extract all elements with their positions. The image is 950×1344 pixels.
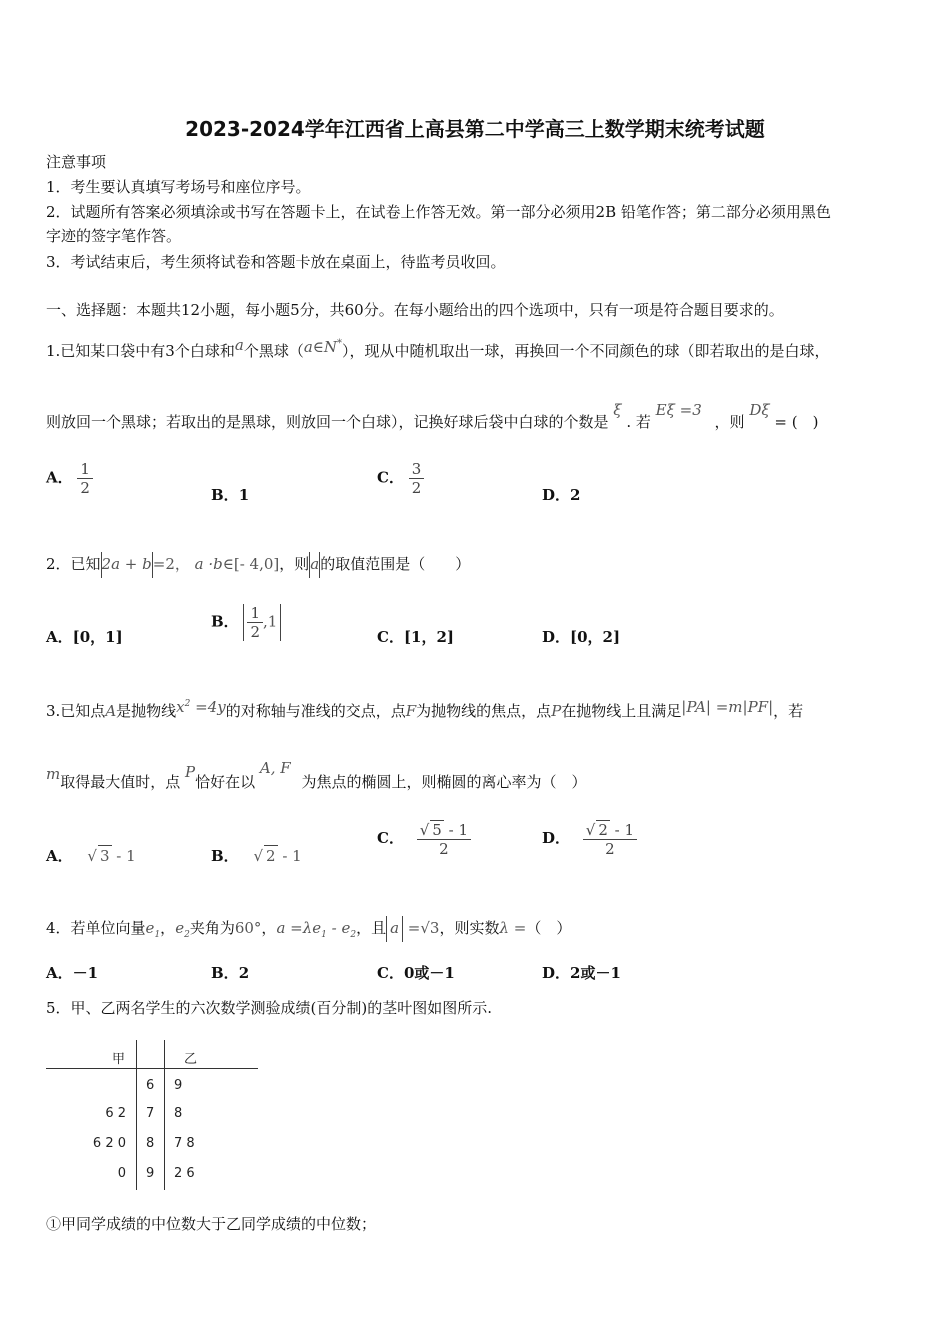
stem-leaf-row-2-stem: 7	[146, 1106, 155, 1121]
q2-option-d-label: D．	[542, 628, 571, 646]
q4-math-angle: 60°	[234, 919, 262, 937]
notice-item-1: 1．考生要认真填写考场号和座位序号。	[46, 178, 311, 196]
q2-option-d	[542, 627, 620, 647]
q2-b-fraction	[247, 604, 263, 641]
q1-option-c-fraction	[409, 460, 425, 497]
q1-option-a-label: A．	[46, 468, 73, 487]
q3-option-c-fraction	[417, 820, 471, 858]
q4-e2-sub: 2	[184, 930, 190, 940]
q2-option-b-label: B．	[211, 612, 239, 631]
q3-parabola-rhs: =4y	[190, 698, 226, 716]
q4-option-d-value: 2或－1	[570, 964, 621, 982]
question-1-line-2	[46, 401, 819, 432]
q3-text-7: 取得最大值时，点	[60, 773, 181, 791]
q1-option-a	[46, 460, 93, 497]
q2-text-2: ，则	[279, 555, 310, 573]
q3-text-5: 在抛物线上且满足	[561, 702, 682, 720]
q4-e1-sub: 1	[154, 930, 161, 940]
q2-math-interval: [- 4,0]	[233, 555, 280, 573]
q3-d-radicand: 2	[598, 821, 608, 839]
q3-text-4: 为抛物线的焦点，点	[416, 702, 552, 720]
q3-c-den: 2	[439, 840, 449, 858]
q3-parabola-x: x	[176, 698, 185, 716]
q3-math-p: P	[551, 702, 562, 720]
question-2	[46, 552, 470, 578]
q4-math-e1	[145, 919, 161, 940]
q2-b-num: 1	[247, 604, 263, 623]
q2-option-d-value: [0，2]	[570, 628, 621, 646]
q1-option-c-label: C．	[377, 468, 404, 487]
q3-c-radicand: 5	[432, 821, 442, 839]
page-title: 2023-2024学年江西省上高县第二中学高三上数学期末统考试题	[185, 117, 765, 141]
q3-option-c-label: C．	[377, 829, 404, 847]
q3-math-ratio: |PA| =m|PF|	[681, 698, 774, 716]
q3-d-numtail: - 1	[609, 821, 635, 839]
q2-math-dot: a ·b∈	[194, 555, 234, 573]
q2-math-a: a	[310, 555, 320, 573]
q4-option-b-value: 2	[238, 964, 250, 982]
notice-item-2-cont: 字迹的签字笔作答。	[46, 227, 182, 245]
stem-leaf-divider-left	[136, 1040, 137, 1190]
stem-leaf-row-4-right: 2 6	[174, 1166, 195, 1181]
q4-text-5: ，且	[356, 919, 387, 937]
q2-option-c-value: [1，2]	[403, 628, 455, 646]
q3-math-p2: P	[185, 763, 196, 781]
q4-text-7: （ ）	[526, 919, 572, 937]
q3-text-3: 的对称轴与准线的交点，点	[225, 702, 406, 720]
q4-math-e2	[175, 919, 190, 940]
q1-option-b-value: 1	[238, 486, 250, 504]
stem-leaf-header-left: 甲	[112, 1052, 126, 1067]
q3-a-radicand: 3	[99, 847, 110, 865]
q1-c-num: 3	[409, 460, 425, 479]
q1-option-b-label: B．	[211, 486, 239, 504]
q1-math-set-sup: *	[337, 338, 342, 349]
q3-c-num: √ 5 - 1	[417, 820, 471, 840]
q1-text-2: 个黑球（	[243, 342, 304, 360]
stem-leaf-row-4-left: 0	[117, 1166, 126, 1181]
stem-leaf-header-right: 乙	[184, 1052, 198, 1067]
q2-b-tail: ,1	[263, 612, 278, 631]
q4-option-a-label: A．	[46, 964, 73, 982]
q4-text-1: 4．若单位向量	[46, 919, 146, 937]
q3-math-m: m	[46, 765, 61, 783]
q1-text-7: = ( )	[774, 413, 819, 431]
q1-math-expectation: Eξ =3	[655, 401, 702, 419]
stem-leaf-row-1-stem: 6	[146, 1078, 155, 1093]
question-5: 5．甲、乙两名学生的六次数学测验成绩(百分制)的茎叶图如图所示.	[46, 999, 493, 1017]
q4-math-a-def	[276, 919, 357, 940]
q1-c-den: 2	[411, 479, 422, 497]
q3-text-1: 3.已知点	[46, 702, 106, 720]
stem-leaf-divider-right	[164, 1040, 165, 1190]
q4-text-6: ，则实数	[439, 919, 500, 937]
q3-math-af: A, F	[259, 759, 291, 777]
question-3-line-2	[46, 759, 587, 792]
notice-item-3: 3．考试结束后，考生须将试卷和答题卡放在桌面上，待监考员收回。	[46, 253, 506, 271]
q3-option-a-expr: √ 3 - 1	[87, 847, 136, 865]
q3-option-b	[211, 845, 302, 866]
q1-option-c	[377, 460, 424, 497]
stem-leaf-plot	[46, 1040, 261, 1190]
q1-option-d-label: D．	[542, 486, 571, 504]
question-4	[46, 916, 571, 945]
q2-math-eq: =2，	[152, 555, 190, 573]
q4-math-sqrt3: =√3	[403, 919, 440, 937]
q3-d-den: 2	[605, 840, 615, 858]
notice-heading: 注意事项	[46, 153, 107, 171]
q3-math-a: A	[105, 702, 117, 720]
q3-option-a-label: A．	[46, 847, 73, 865]
q4-option-d-label: D．	[542, 964, 571, 982]
q2-option-a-label: A．	[46, 628, 73, 646]
stem-leaf-row-1-right: 9	[174, 1078, 183, 1093]
q3-math-f: F	[405, 702, 417, 720]
q3-math-parabola	[176, 698, 226, 716]
stem-leaf-row-3-left: 6 2 0	[92, 1136, 126, 1151]
q1-option-d-value: 2	[570, 486, 581, 504]
q3-text-8: 恰好在以	[195, 773, 256, 791]
q4-abs-left	[386, 916, 387, 942]
q4-option-c	[377, 963, 455, 983]
q4-option-a	[46, 963, 98, 983]
q2-option-a-value: [0，1]	[72, 628, 123, 646]
q4-option-c-value: 0或－1	[403, 964, 455, 982]
q4-option-d	[542, 963, 621, 983]
q2-text-1: 2．已知	[46, 555, 101, 573]
q4-option-c-label: C．	[377, 964, 404, 982]
q1-text-3: ），现从中随机取出一球，再换回一个不同颜色的球（即若取出的是白球，	[342, 342, 830, 360]
q3-option-b-label: B．	[211, 847, 239, 865]
q1-option-b	[211, 485, 249, 505]
q2-option-c-label: C．	[377, 628, 404, 646]
q3-option-a	[46, 845, 136, 866]
q4-option-a-value: －1	[72, 964, 99, 982]
q3-option-d-fraction	[583, 820, 637, 858]
q4-text-3: 夹角为	[189, 919, 235, 937]
q2-option-b-interval	[243, 604, 281, 641]
q5-statement-1: ①甲同学成绩的中位数大于乙同学成绩的中位数；	[46, 1215, 377, 1233]
q2-option-a	[46, 627, 123, 647]
q3-b-tail: - 1	[277, 847, 302, 865]
stem-leaf-row-2-right: 8	[174, 1106, 183, 1121]
q4-math-a: a	[390, 919, 400, 937]
q1-option-d	[542, 485, 580, 505]
stem-leaf-horizontal-rule	[46, 1068, 258, 1069]
stem-leaf-row-3-stem: 8	[146, 1136, 155, 1151]
q1-math-set-text: a∈N	[303, 338, 337, 356]
q3-b-radicand: 2	[266, 847, 276, 865]
q1-a-num: 1	[77, 460, 93, 479]
stem-leaf-row-2-left: 6 2	[105, 1106, 126, 1121]
q1-math-a: a	[234, 336, 244, 354]
q3-text-2: 是抛物线	[116, 702, 177, 720]
q1-text-4: 则放回一个黑球；若取出的是黑球，则放回一个白球），记换好球后袋中白球的个数是	[46, 413, 609, 431]
q3-text-9: 为焦点的椭圆上，则椭圆的离心率为（ ）	[301, 773, 587, 791]
q2-option-b	[211, 604, 281, 641]
q1-text-5: . 若	[626, 413, 651, 431]
q1-math-xi: ξ	[613, 401, 622, 419]
q1-text-1: 1.已知某口袋中有3个白球和	[46, 342, 235, 360]
q1-text-6: ，则	[714, 413, 745, 431]
q3-option-b-expr: √ 2 - 1	[253, 847, 302, 865]
q2-b-den: 2	[250, 623, 261, 641]
q1-math-set	[304, 338, 342, 356]
q3-option-c	[377, 820, 471, 858]
q3-option-d-label: D．	[542, 829, 571, 847]
q4-a-def: a =λe	[276, 919, 322, 937]
stem-leaf-row-4-stem: 9	[146, 1166, 155, 1181]
q1-option-a-fraction	[77, 460, 93, 497]
question-3-line-1	[46, 698, 803, 721]
q1-a-den: 2	[80, 479, 90, 497]
q4-e2: e	[175, 919, 185, 937]
stem-leaf-row-3-right: 7 8	[174, 1136, 195, 1151]
q4-text-4: ，	[261, 919, 277, 937]
q4-a-def-rest: - e	[326, 919, 351, 937]
q2-math-vector-sum: 2a + b	[101, 555, 152, 573]
section-heading: 一、选择题：本题共12小题，每小题5分，共60分。在每小题给出的四个选项中，只有一项是符合题目要求的。	[46, 301, 784, 319]
q1-math-variance: Dξ	[749, 401, 770, 419]
q3-text-6: ，若	[773, 702, 804, 720]
question-1-line-1	[46, 338, 830, 361]
q3-option-d	[542, 820, 637, 858]
q3-d-num: √ 2 - 1	[583, 820, 637, 840]
q3-a-tail: - 1	[111, 847, 136, 865]
q4-option-b-label: B．	[211, 964, 239, 982]
q4-a-def-sub2: 2	[350, 930, 357, 940]
q4-e1: e	[145, 919, 155, 937]
q4-text-2: ，	[160, 919, 176, 937]
q2-text-3: 的取值范围是（ ）	[320, 555, 471, 573]
q4-option-b	[211, 963, 249, 983]
q4-math-lambda: λ =	[499, 919, 527, 937]
q2-option-c	[377, 627, 454, 647]
notice-item-2: 2．试题所有答案必须填涂或书写在答题卡上，在试卷上作答无效。第一部分必须用2B 铅笔作答；第二部分必须用黑色	[46, 203, 831, 221]
q4-a-def-sub1: 1	[321, 930, 327, 940]
q3-c-numtail: - 1	[443, 821, 468, 839]
q3-parabola-sup: 2	[184, 699, 191, 709]
